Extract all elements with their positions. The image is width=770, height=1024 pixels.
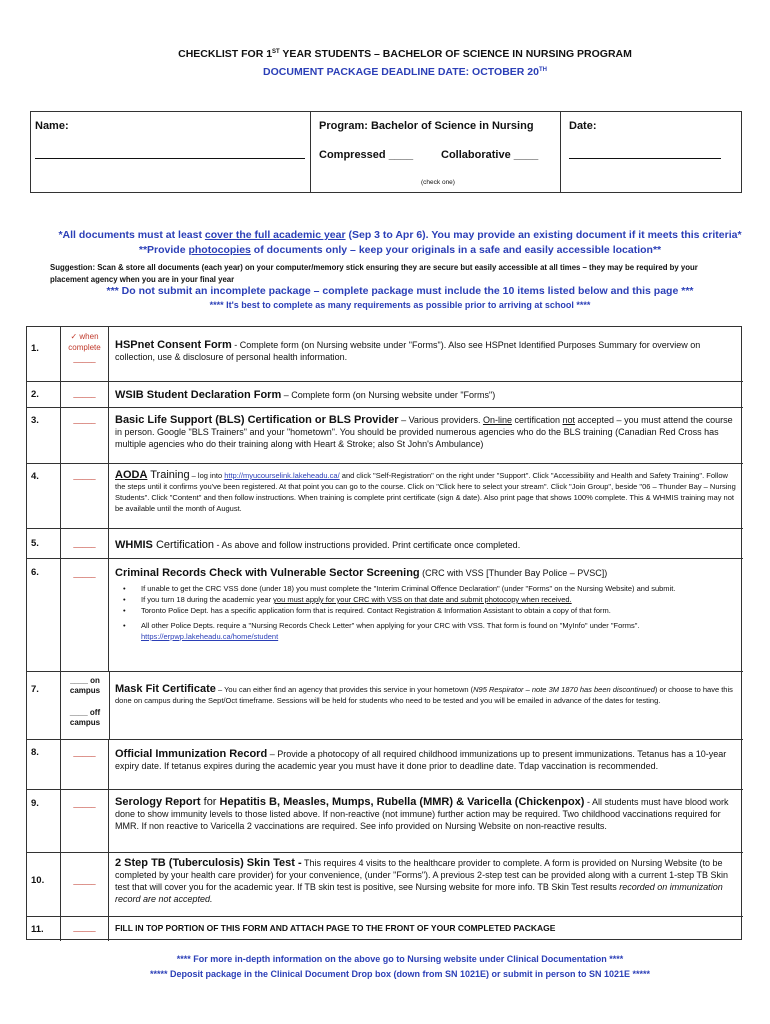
courselink-link[interactable]: http://myucourselink.lakeheadu.ca/ [224, 471, 340, 480]
complete-early-note: **** It's best to complete as many requirements as possible prior to arriving at school **** [209, 300, 591, 310]
suggestion-note: Suggestion: Scan & store all documents (each year) on your computer/memory stick ensuring they are secure but easily accessible at all times – they may be required by your placement agency when you are in your final year [50, 263, 698, 284]
check-one-hint: (check one) [421, 179, 455, 186]
checklist-row-5 [27, 529, 743, 559]
checklist-row-10 [27, 853, 743, 917]
check-blank[interactable]: _____ [61, 790, 109, 852]
name-field[interactable] [35, 158, 305, 159]
check-blank[interactable]: _____ [61, 529, 109, 558]
checklist-row-8 [27, 740, 743, 790]
requirement-photocopies: **Provide photocopies of documents only – keep your originals in a safe and easily accessible location** [138, 244, 662, 256]
item-description: AODA Training – log into http://myucourselink.lakeheadu.ca/ and click "Self-Registration" on the right under "Support". Click "Accessibility and Health and Safety Training". Follow the steps until it confirms you've been registered. At that point you can go to the course. Click on "Click here to select your stream". Click "Join Group", beside "06 – Thunder Bay – Nursing Students". Click "Content" and then follow instructions. When training is complete print certificate (sign & date). Also print page that shows 100% complete. This & WHMIS training may not be available until the month of August. [115, 469, 736, 513]
incomplete-warning: *** Do not submit an incomplete package – complete package must include the 10 items listed below and this page *** [106, 285, 694, 297]
item-number: 4. [27, 464, 61, 528]
checklist-row-4 [27, 464, 743, 529]
item-description: Basic Life Support (BLS) Certification or BLS Provider – Various providers. On-line certification not accepted – you must attend the course in person. Google "BLS Trainers" and your "hometown". You should be provided numerous agencies who do the BLS training (Canadian Red Cross has multiple agencies who do their training along with Heart & Stroke; also St John's Ambulance) [115, 414, 733, 449]
crc-bullet: • Toronto Police Dept. has a specific application form that is required. Contact Registration & Information Assistant to obtain a copy of that form. [115, 605, 739, 616]
item-number: 5. [27, 529, 61, 558]
off-campus-option[interactable]: ____ off campus [69, 708, 101, 727]
checklist-row-6 [27, 559, 743, 672]
check-blank[interactable]: _____ [61, 382, 109, 407]
checklist-row-11 [27, 917, 743, 941]
item-description: Mask Fit Certificate – You can either find an agency that provides this service in your hometown (N95 Respirator – note 3M 1870 has been discontinued) or choose to have this done on campus during the Sept/Oct timeframe. Sessions will be held for students who need to be tested and you will be emailed in advance of the dates for testing. [115, 683, 733, 705]
item-number: 6. [27, 559, 61, 671]
check-blank[interactable]: _____ [61, 464, 109, 528]
page-title: CHECKLIST FOR 1ST YEAR STUDENTS – BACHELOR OF SCIENCE IN NURSING PROGRAM [178, 48, 632, 60]
crc-bullet: • If you turn 18 during the academic year you must apply for your CRC with VSS on that date and submit photocopy when received. [115, 594, 739, 605]
checklist-row-2 [27, 382, 743, 408]
checklist-row-1 [27, 327, 743, 382]
name-label: Name: [35, 120, 69, 132]
item-number: 1. [27, 327, 61, 381]
student-info-box [30, 111, 742, 193]
collaborative-option[interactable]: Collaborative ____ [441, 149, 539, 161]
item-number: 3. [27, 408, 61, 463]
item-number: 11. [27, 917, 61, 941]
item-description: Official Immunization Record – Provide a photocopy of all required childhood immunizations up to present immunizations. Tetanus has a 10-year expiry date. If tetanus expires during the academic year you must have it done prior to deadline date. Tdap vaccination is recommended. [115, 748, 727, 771]
checklist-row-7 [27, 672, 743, 740]
item-number: 10. [27, 853, 61, 916]
footer-info: **** For more in-depth information on the above go to Nursing website under Clinical Documentation **** [176, 954, 624, 964]
date-label: Date: [569, 120, 597, 132]
check-blank[interactable]: _____ [61, 559, 109, 671]
item-description: Serology Report for Hepatitis B, Measles, Mumps, Rubella (MMR) & Varicella (Chickenpox) - All students must have blood work done to show immunity levels to those listed above. If non-reactive (not immune) further action may be required. Two childhood vaccinations required for MMR. If non reactive to Varicella 2 vaccinations are required. See info provided on Nursing Website on non-reactive results. [115, 796, 729, 831]
item-description: WSIB Student Declaration Form – Complete form (on Nursing website under "Forms") [115, 389, 496, 401]
crc-bullet: • All other Police Depts. require a "Nursing Records Check Letter" when applying for your CRC with VSS. That form is found on "MyInfo" under "Forms". [115, 620, 739, 631]
crc-bullet: • If unable to get the CRC VSS done (under 18) you must complete the "Interim Criminal Offence Declaration" (under "Forms" on the Nursing Website) and submit. [115, 583, 739, 594]
column-divider [109, 672, 110, 740]
item-description: FILL IN TOP PORTION OF THIS FORM AND ATTACH PAGE TO THE FRONT OF YOUR COMPLETED PACKAGE [115, 923, 556, 933]
compressed-option[interactable]: Compressed ____ [319, 149, 414, 161]
check-blank[interactable]: _____ [61, 917, 109, 941]
program-label: Program: Bachelor of Science in Nursing [319, 120, 534, 132]
check-blank[interactable]: _____ [61, 408, 109, 463]
item-description: HSPnet Consent Form - Complete form (on Nursing website under "Forms"). Also see HSPnet Identified Purposes Summary for overview on collection, use & disclosure of personal health information. [115, 339, 701, 362]
check-blank[interactable]: _____ [61, 740, 109, 789]
checklist-row-3 [27, 408, 743, 464]
program-column [311, 112, 561, 192]
checklist-table [26, 326, 742, 940]
check-column-header[interactable]: ✓ when complete _____ [61, 327, 109, 381]
item-description: Criminal Records Check with Vulnerable Sector Screening (CRC with VSS [Thunder Bay Police – PVSC]) • If unable to get the CRC VSS done (under 18) you must complete the "Interim Criminal Offence Declaration" (under "Forms" on the Nursing Website) and submit. • If you turn 18 during the academic year you must apply for your CRC with VSS on that date and submit photocopy when received. • Toronto Police Dept. has a specific application form that is required. Contact Registration & Information Assistant to obtain a copy of that form. • All other Police Depts. require a "Nursing Records Check Letter" when applying for your CRC with VSS. That form is found on "MyInfo" under "Forms". https://erpwp.lakeheadu.ca/home/student [115, 567, 739, 642]
myinfo-link[interactable]: https://erpwp.lakeheadu.ca/home/student [141, 632, 279, 641]
check-blank[interactable]: _____ [61, 853, 109, 916]
footer-deposit: ***** Deposit package in the Clinical Document Drop box (down from SN 1021E) or submit in person to SN 1021E ***** [149, 969, 651, 979]
on-campus-option[interactable]: ____ on campus [69, 676, 101, 695]
checklist-row-9 [27, 790, 743, 853]
date-column [561, 112, 743, 192]
item-number: 2. [27, 382, 61, 407]
date-field[interactable] [569, 158, 721, 159]
item-number: 9. [27, 790, 61, 852]
item-number: 7. [27, 672, 61, 739]
requirement-coverage: *All documents must at least cover the full academic year (Sep 3 to Apr 6). You may provide an existing document if it meets this criteria* [58, 229, 742, 241]
item-number: 8. [27, 740, 61, 789]
item-description: 2 Step TB (Tuberculosis) Skin Test - This requires 4 visits to the healthcare provider to complete. A form is provided on Nursing Website (to be completed by your health care provider) for your convenience, (under "Forms"). A previous 2-step test can be provided along with a current 1-step TB Skin test that will cover you for the academic year. If TB skin test is positive, see Nursing website for more info. TB Skin Test results recorded on immunization record are not accepted. [115, 857, 729, 904]
name-column [31, 112, 311, 192]
deadline-date: DOCUMENT PACKAGE DEADLINE DATE: OCTOBER 20TH [263, 66, 547, 78]
item-description: WHMIS Certification - As above and follow instructions provided. Print certificate once completed. [115, 539, 521, 551]
